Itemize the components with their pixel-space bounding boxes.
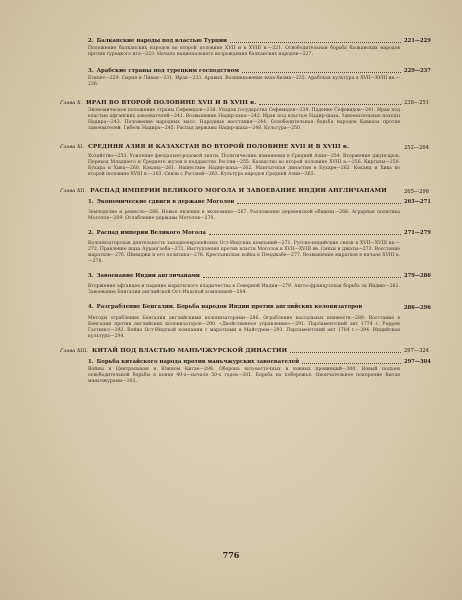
toc-entry: [60, 273, 438, 296]
toc-entry: [60, 199, 438, 222]
page-range: 252—264: [404, 145, 429, 151]
section-title: Разграбление Бенгалии. Борьба народов Индии против английских колонизаторов: [96, 304, 363, 310]
toc-entry: [60, 188, 438, 195]
toc-entry: [60, 68, 438, 88]
section-heading: [88, 304, 438, 311]
section-heading: [88, 68, 438, 74]
dot-leader: [302, 360, 401, 364]
section-description: Земледелие и ремесло—266. Новые явления в экономике—267. Разложение деревенской общины—268. Аграрная политика Моголов—269. Ослабление державы Моголов—270.: [88, 210, 400, 221]
section-number: 2.: [88, 230, 94, 236]
page-range: 297—324: [404, 348, 429, 354]
chapter-label: Глава XII.: [60, 188, 87, 194]
page-range: 286—296: [404, 305, 431, 311]
section-number: 3.: [88, 68, 94, 74]
section-heading: [88, 38, 438, 44]
section-title: Экономические сдвиги в державе Моголов: [96, 199, 235, 205]
chapter-description: Экономическое положение страны Сефевидов—238. Упадок государства Сефевидов—239. Падение Сефевидов—241. Иран под властью афганских завоевателей—241. Возвышение Надир-хана—242. Иран под властью Надир-шаха. Завоевательные походы Надира—243. Положение народных масс. Народные восстания—244. Освободительная борьба народов Кавказа против завоевателей. Гибель Надира—245. Распад державы Надир-шаха—248. Культура—250.: [88, 108, 400, 131]
dot-leader: [203, 274, 401, 278]
page-range: 279—286: [404, 273, 431, 279]
section-description: Вторжение афганцев и падение маратхского владычества в Северной Индии—279. Англо-французская борьба за Индию—282. Завоевание Бенгалии английской Ост-Индской компанией—284.: [88, 284, 400, 295]
toc-entry: [60, 100, 438, 132]
page-range: 265—296: [404, 189, 429, 195]
chapter-title: КИТАЙ ПОД ВЛАСТЬЮ МАНЬЧЖУРСКОЙ ДИНАСТИИ: [92, 348, 288, 354]
table-of-contents: [60, 38, 438, 385]
section-number: 1.: [88, 199, 94, 205]
chapter-title: РАСПАД ИМПЕРИИ ВЕЛИКОГО МОГОЛА И ЗАВОЕВАНИЕ ИНДИИ АНГЛИЧАНАМИ: [90, 188, 387, 194]
section-title: Арабские страны под турецким господством: [96, 68, 239, 74]
toc-entry: [60, 144, 438, 178]
chapter-title: ИРАН ВО ВТОРОЙ ПОЛОВИНЕ XVII И В XVIII в.: [86, 100, 257, 106]
dot-leader: [259, 101, 401, 105]
section-heading: [88, 199, 438, 205]
chapter-heading: [60, 144, 438, 151]
page-range: 229—237: [404, 68, 431, 74]
dot-leader: [209, 231, 401, 235]
section-number: 1.: [88, 359, 94, 365]
dot-leader: [242, 69, 401, 73]
dot-leader: [230, 39, 401, 43]
section-title: Распад империи Великого Могола: [96, 230, 206, 236]
section-number: 4.: [88, 304, 94, 310]
section-description: Войны в Центральном и Южном Китае—298. Оборона юго-восточных и южных провинций—300. Новый подъем освободительной борьбы в конце 40-х—начале 50-х годов—301. Борьба на побережье. Окончательное покорение Китая маньчжурами—303.: [88, 367, 400, 384]
section-heading: [88, 359, 438, 365]
chapter-heading: [60, 188, 438, 195]
toc-entry: [60, 304, 438, 340]
toc-entry: [60, 38, 438, 58]
section-heading: [88, 273, 438, 279]
toc-entry: [60, 348, 438, 354]
section-description: Методы ограбления Бенгалии английскими колонизаторами—286. Ограбление вассальных княжеств—289. Восстание в Бенгалии против английских колонизаторов—290. «Двойственное управление»—291. Парламентский акт 1774 г. Уоррен Гастингс—292. Война Ост-Индской компании с маратхами и Майсуром—293. Парламентский акт 1784 г.—294. Индийская культура—294.: [88, 316, 400, 339]
section-description: Колонизаторская деятельность западноевропейских Ост-Индских компаний—271. Русско-индийские связи в XVII—XVIII вв.—272. Правление шаха Аурангзеба—272. Выступления против власти Моголов в XVII—XVIII вв. Сикхи и джаты—273. Восстание маратхов—276. Шиваджи и его политика—276. Крестьянская война в Пенджабе—277. Возвышение маратхов в начале XVIII в.—278.: [88, 241, 400, 264]
chapter-title: СРЕДНЯЯ АЗИЯ И КАЗАХСТАН ВО ВТОРОЙ ПОЛОВИНЕ XVII И В XVIII в.: [88, 144, 350, 150]
page-number: 776: [222, 550, 240, 560]
chapter-label: Глава XIII.: [60, 348, 89, 354]
chapter-heading: [60, 348, 438, 354]
section-title: Балканские народы под властью Турции: [96, 38, 227, 44]
page-range: 271—279: [404, 230, 431, 236]
chapter-description: Хозяйство—253. Усиление феодально-родовой знати. Политические изменения в Средней Азии—254. Вторжение джунгаров. Переход Младшего и Среднего жузов в подданство России—255. Казахство во второй половине XVIII в.—256. Киргизы—259. Бухара и Хива—260. Коканд—261. Нашествие Надир-шаха—262. Мангытская династия в Бухаре—262. Коканд и Хива во второй половине XVIII в.—263. Связи с Россией—263. Культура народов Средней Азии—263.: [88, 154, 400, 177]
chapter-label: Глава XI.: [60, 144, 85, 150]
chapter-label: Глава X.: [60, 100, 83, 106]
page-range: 265—271: [404, 199, 431, 205]
section-number: 3.: [88, 273, 94, 279]
page-range: 221—229: [404, 38, 431, 44]
section-description: Египет—229. Сирия и Ливан—231. Ирак—233. Аравия. Возникновение ваха-бизма—235. Арабская культура в XVII—XVIII вв.—236.: [88, 76, 400, 87]
section-title: Борьба китайского народа против маньчжурских завоевателей: [96, 359, 300, 365]
page-range: 238—251: [404, 100, 429, 106]
dot-leader: [290, 349, 401, 353]
dot-leader: [237, 200, 401, 204]
toc-entry: [60, 230, 438, 265]
section-description: Положение балканских народов во второй половине XVII и в XVIII в.—221. Освободительная борьба балканских народов против турецкого ига—223. Начало национального возрождения балканских народов—227.: [88, 46, 400, 57]
toc-entry: [60, 359, 438, 385]
chapter-heading: [60, 100, 438, 106]
section-heading: [88, 230, 438, 236]
page-range: 297—304: [404, 359, 431, 365]
section-number: 2.: [88, 38, 94, 44]
section-title: Завоевание Индии англичанами: [96, 273, 200, 279]
